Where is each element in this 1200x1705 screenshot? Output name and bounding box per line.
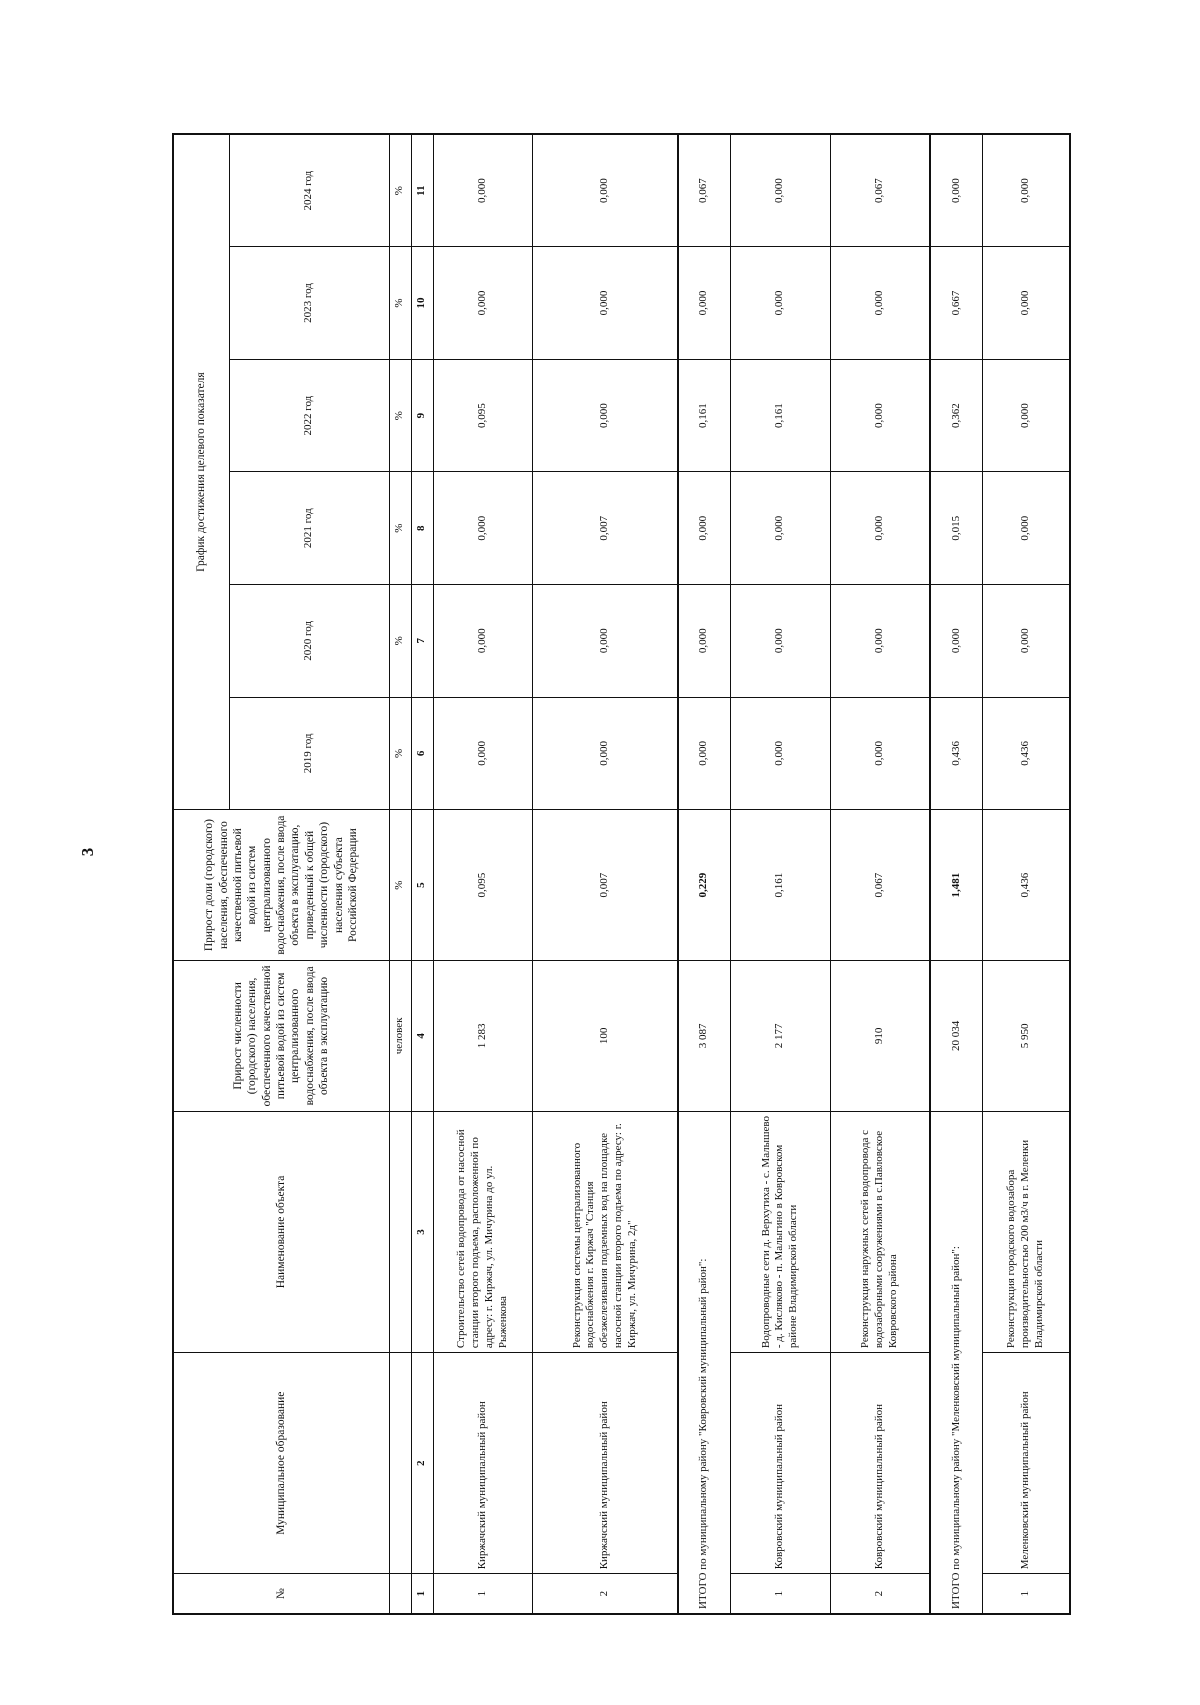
row-year-value: 0,436 [983,697,1071,810]
header-no: № [173,1574,389,1614]
header-growth-count: Прирост численности (городского) населения, обеспеченного качественной питьевой водой из систем централизованного водоснабжения, после ввода объекта в эксплуатацию [173,961,389,1112]
row-number: 2 [533,1574,678,1614]
column-number: 5 [411,810,433,961]
total-year-value: 0,000 [678,247,730,360]
column-number: 4 [411,961,433,1112]
header-year: 2022 год [229,359,389,472]
header-growth-share: Прирост доли (городского) населения, обеспеченного качественной питьевой водой из систем централизованного водоснабжения, после ввода объекта в эксплуатацию, приведенный к общей численности (городского) населения субъекта Российской Федерации [173,810,389,961]
row-year-value: 0,000 [830,472,930,585]
total-year-value: 0,015 [930,472,982,585]
header-year: 2023 год [229,247,389,360]
row-growth-count: 1 283 [433,961,533,1112]
row-growth-share: 0,007 [533,810,678,961]
row-growth-share: 0,161 [730,810,830,961]
row-year-value: 0,000 [533,134,678,247]
header-year: 2024 год [229,134,389,247]
row-year-value: 0,000 [983,134,1071,247]
total-row-label: ИТОГО по муниципальному району "Меленковский муниципальный район": [930,1111,982,1614]
row-object-name: Строительство сетей водопровода от насосной станции второго подъема, расположенной по адресу: г. Киржач, ул. Мичурина до ул. Рыженкова [433,1111,533,1352]
row-year-value: 0,000 [730,697,830,810]
total-year-value: 0,667 [930,247,982,360]
row-number: 2 [830,1574,930,1614]
unit-percent: % [389,810,411,961]
total-row-label: ИТОГО по муниципальному району "Ковровский муниципальный район": [678,1111,730,1614]
total-year-value: 0,000 [678,585,730,698]
total-year-value: 0,000 [678,697,730,810]
unit-percent: % [389,134,411,247]
row-year-value: 0,000 [730,134,830,247]
total-year-value: 0,436 [930,697,982,810]
row-growth-count: 5 950 [983,961,1071,1112]
column-number: 7 [411,585,433,698]
page-number: 3 [78,847,97,857]
header-year: 2020 год [229,585,389,698]
row-year-value: 0,000 [730,247,830,360]
row-year-value: 0,161 [730,359,830,472]
column-number: 6 [411,697,433,810]
total-year-value: 0,000 [930,134,982,247]
unit-percent: % [389,359,411,472]
row-object-name: Водопроводные сети д. Верхутиха - с. Малышево - д. Кисляково - п. Малыгино в Ковровском районе Владимирской области [730,1111,830,1352]
row-municipality: Меленковский муниципальный район [983,1353,1071,1574]
row-year-value: 0,000 [533,359,678,472]
row-growth-share: 0,095 [433,810,533,961]
row-municipality: Киржачский муниципальный район [433,1353,533,1574]
row-year-value: 0,000 [830,359,930,472]
header-municipality: Муниципальное образование [173,1353,389,1574]
total-growth-count: 20 034 [930,961,982,1112]
total-growth-share: 0,229 [678,810,730,961]
row-year-value: 0,000 [730,585,830,698]
row-year-value: 0,000 [433,134,533,247]
header-year: 2021 год [229,472,389,585]
row-year-value: 0,000 [830,247,930,360]
row-year-value: 0,000 [983,585,1071,698]
unit-percent: % [389,585,411,698]
unit-percent: % [389,472,411,585]
row-year-value: 0,067 [830,134,930,247]
total-growth-count: 3 087 [678,961,730,1112]
row-year-value: 0,000 [433,585,533,698]
total-year-value: 0,000 [930,585,982,698]
row-growth-share: 0,067 [830,810,930,961]
header-year: 2019 год [229,697,389,810]
row-year-value: 0,000 [433,472,533,585]
row-year-value: 0,000 [983,247,1071,360]
total-year-value: 0,067 [678,134,730,247]
row-municipality: Киржачский муниципальный район [533,1353,678,1574]
row-municipality: Ковровский муниципальный район [730,1353,830,1574]
row-year-value: 0,000 [983,472,1071,585]
row-year-value: 0,095 [433,359,533,472]
total-year-value: 0,362 [930,359,982,472]
row-year-value: 0,000 [433,697,533,810]
row-year-value: 0,007 [533,472,678,585]
column-number: 2 [411,1353,433,1574]
total-growth-share: 1,481 [930,810,982,961]
column-number: 11 [411,134,433,247]
row-number: 1 [983,1574,1071,1614]
row-year-value: 0,000 [533,697,678,810]
total-year-value: 0,000 [678,472,730,585]
column-number: 10 [411,247,433,360]
row-year-value: 0,000 [830,697,930,810]
column-number: 3 [411,1111,433,1352]
row-growth-share: 0,436 [983,810,1071,961]
target-indicator-table [172,133,1071,1615]
row-year-value: 0,000 [533,585,678,698]
row-year-value: 0,000 [533,247,678,360]
row-object-name: Реконструкция городского водозабора производительностью 200 м3/ч в г. Меленки Владимирской области [983,1111,1071,1352]
row-year-value: 0,000 [830,585,930,698]
total-year-value: 0,161 [678,359,730,472]
column-number: 9 [411,359,433,472]
row-year-value: 0,000 [730,472,830,585]
column-number: 8 [411,472,433,585]
row-year-value: 0,000 [433,247,533,360]
column-number: 1 [411,1574,433,1614]
row-object-name: Реконструкция системы централизованного водоснабжения г. Киржач "Станция обезжелезивания подземных вод на площадке насосной станции второго подъема по адресу: г. Киржач, ул. Мичурина, 2д" [533,1111,678,1352]
row-number: 1 [730,1574,830,1614]
row-year-value: 0,000 [983,359,1071,472]
row-municipality: Ковровский муниципальный район [830,1353,930,1574]
unit-percent: % [389,247,411,360]
row-growth-count: 100 [533,961,678,1112]
unit-percent: % [389,697,411,810]
header-object: Наименование объекта [173,1111,389,1352]
row-growth-count: 910 [830,961,930,1112]
unit-people: человек [389,961,411,1112]
header-schedule: График достижения целевого показателя [173,134,229,810]
rotated-table-container [172,133,1071,1615]
row-object-name: Реконструкция наружных сетей водопровода с водозаборными сооружениями в с.Павловское Ковровского района [830,1111,930,1352]
row-number: 1 [433,1574,533,1614]
row-growth-count: 2 177 [730,961,830,1112]
